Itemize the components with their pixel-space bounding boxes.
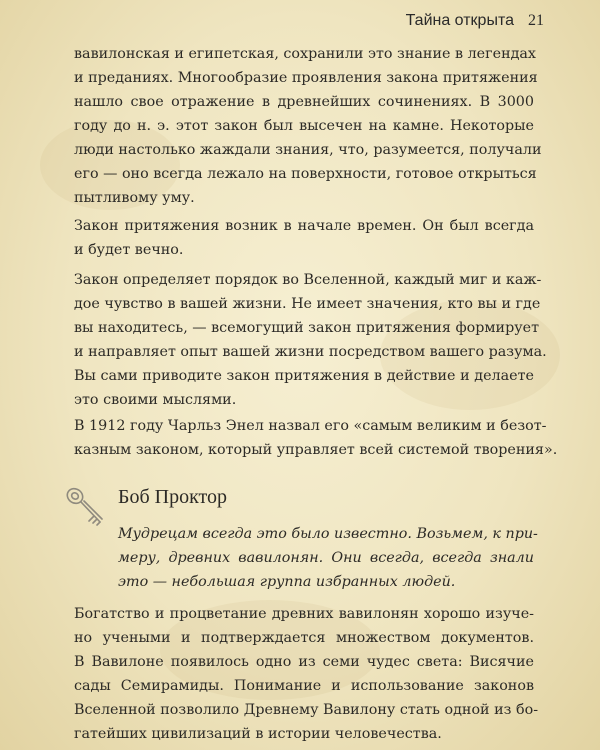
text-line: и будет вечно.: [74, 242, 184, 258]
paragraph-1: [74, 42, 542, 210]
text-line: дое чувство в вашей жизни. Не имеет значения, кто вы и где: [74, 296, 541, 312]
text-line: Мудрецам всегда это было известно. Возьмем, к при-: [118, 526, 538, 542]
text-line: нашло свое отражение в древнейших сочинениях. В 3000: [74, 94, 534, 110]
text-line: это своими мыслями.: [74, 392, 237, 408]
text-line: Вселенной позволило Древнему Вавилону стать одной из бо-: [74, 702, 539, 718]
text-line: Закон определяет порядок во Вселенной, каждый миг и каж-: [74, 272, 542, 288]
page-number: 21: [528, 12, 544, 29]
text-line: но учеными и подтверждается множеством документов.: [74, 630, 534, 646]
text-line: пытливому уму.: [74, 190, 195, 206]
text-line: люди настолько жаждали знания, что, разумеется, получали: [74, 142, 542, 158]
text-line: меру, древних вавилонян. Они всегда, всегда знали: [118, 550, 534, 566]
text-line: и преданиях. Многообразие проявления закона притяжения: [74, 70, 538, 86]
quote-text: [118, 522, 538, 594]
quote-author: Боб Проктор: [118, 486, 228, 508]
text-line: это — небольшая группа избранных людей.: [118, 574, 456, 590]
text-line: году до н. э. этот закон был высечен на камне. Некоторые: [74, 118, 534, 134]
paragraph-5: [74, 602, 539, 746]
text-line: его — оно всегда лежало на поверхности, готовое открыться: [74, 166, 537, 182]
text-line: гатейших цивилизаций в истории человечества.: [74, 726, 442, 742]
running-header-title: Тайна открыта: [405, 12, 514, 29]
text-line: вы находитесь, — всемогущий закон притяжения формирует: [74, 320, 540, 336]
text-line: казным законом, который управляет всей системой творения».: [74, 442, 558, 458]
running-header: [406, 12, 544, 30]
text-line: Богатство и процветание древних вавилонян хорошо изуче-: [74, 606, 534, 622]
text-line: Вы сами приводите закон притяжения в действие и делаете: [74, 368, 534, 384]
text-line: В Вавилоне появилось одно из семи чудес света: Висячие: [74, 654, 534, 670]
text-line: сады Семирамиды. Понимание и использование законов: [74, 678, 534, 694]
text-line: В 1912 году Чарльз Энел назвал его «самым великим и безот-: [74, 418, 547, 434]
paragraph-4: [74, 414, 558, 462]
text-line: и направляет опыт вашей жизни посредством вашего разума.: [74, 344, 547, 360]
paragraph-2: [74, 214, 534, 262]
text-line: Закон притяжения возник в начале времен. Он был всегда: [74, 218, 534, 234]
text-line: вавилонская и египетская, сохранили это знание в легендах: [74, 46, 536, 62]
key-icon: [62, 484, 110, 534]
paragraph-3: [74, 268, 547, 412]
